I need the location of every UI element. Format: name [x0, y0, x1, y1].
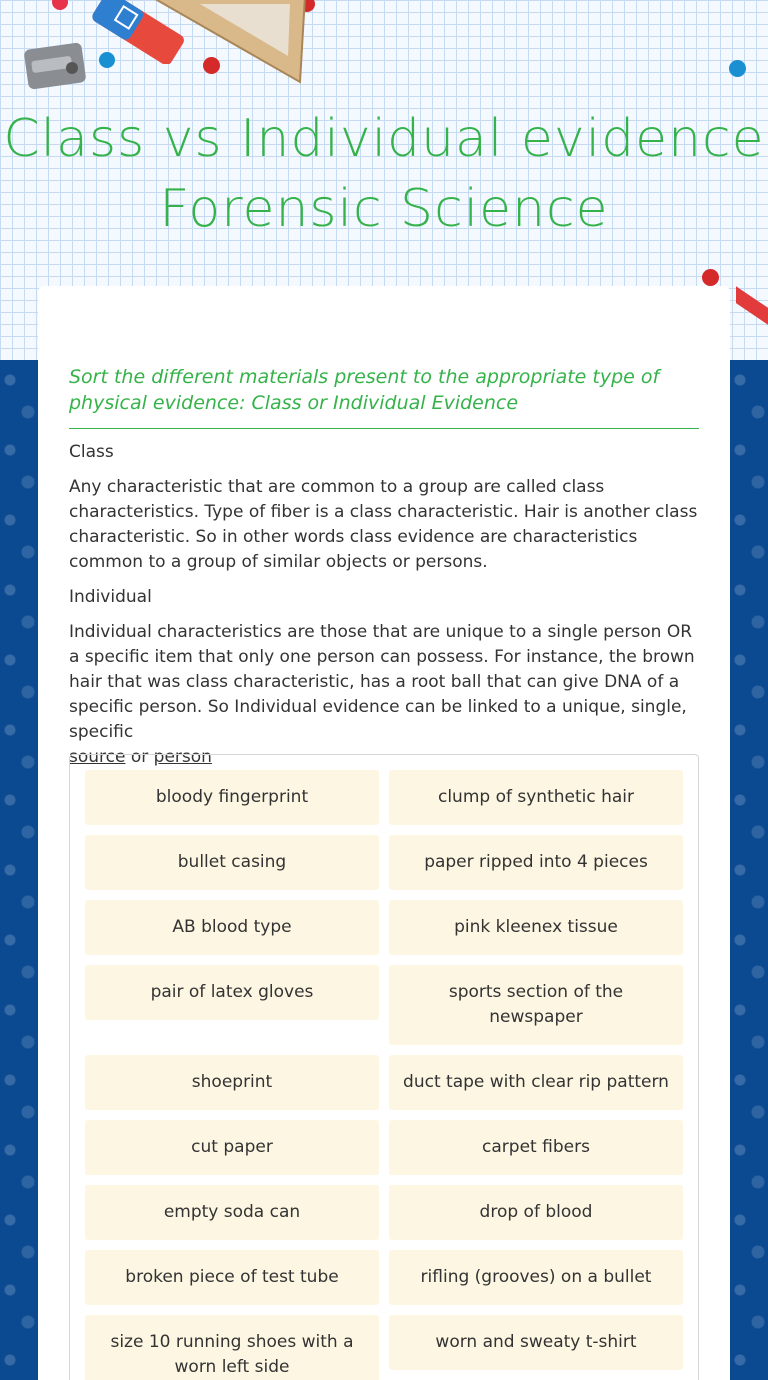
draggable-item[interactable]: size 10 running shoes with a worn left side — [85, 1315, 379, 1380]
draggable-item[interactable]: bullet casing — [85, 835, 379, 890]
pencil-icon — [736, 262, 768, 352]
draggable-item[interactable]: pair of latex gloves — [85, 965, 379, 1020]
right-pattern-border — [730, 360, 768, 1380]
title-line-1: Class vs Individual evidence — [3, 109, 765, 169]
class-description: Any characteristic that are common to a group are called class characteristics. Type of fiber is a class characteristic. Hair is another class characteristic. So in other words class evidence are characteristics common to a group of similar objects or persons. — [69, 477, 698, 572]
sorting-items-area — [69, 754, 699, 1380]
draggable-item[interactable]: worn and sweaty t-shirt — [389, 1315, 683, 1370]
draggable-item[interactable]: bloody fingerprint — [85, 770, 379, 825]
instructions-text: Sort the different materials present to the appropriate type of physical evidence: Class or Individual Evidence — [69, 364, 699, 429]
individual-description — [69, 620, 699, 770]
draggable-item[interactable]: AB blood type — [85, 900, 379, 955]
draggable-item[interactable]: cut paper — [85, 1120, 379, 1175]
draggable-item[interactable]: rifling (grooves) on a bullet — [389, 1250, 683, 1305]
sharpener-icon — [22, 38, 92, 94]
individual-text: Individual characteristics are those that are unique to a single person OR a specific item that only one person can possess. For instance, the brown hair that was class characteristic, has a root ball that can give DNA of a specific person. So Individual evidence can be linked to a unique, single, specific — [69, 622, 695, 742]
person-link[interactable]: person — [153, 747, 212, 767]
page-title — [0, 104, 768, 244]
class-heading: Class — [69, 442, 114, 462]
individual-heading: Individual — [69, 587, 152, 607]
title-line-2: Forensic Science — [159, 179, 609, 239]
draggable-item[interactable]: carpet fibers — [389, 1120, 683, 1175]
content-text — [69, 440, 699, 780]
draggable-item[interactable]: broken piece of test tube — [85, 1250, 379, 1305]
draggable-item[interactable]: sports section of the newspaper — [389, 965, 683, 1045]
draggable-item[interactable]: drop of blood — [389, 1185, 683, 1240]
draggable-item[interactable]: empty soda can — [85, 1185, 379, 1240]
source-link[interactable]: source — [69, 747, 126, 767]
red-dot-decoration — [702, 269, 719, 286]
draggable-item[interactable]: paper ripped into 4 pieces — [389, 835, 683, 890]
draggable-item[interactable]: shoeprint — [85, 1055, 379, 1110]
blue-dot-decoration — [729, 60, 746, 77]
left-pattern-border — [0, 360, 38, 1380]
worksheet-card — [38, 286, 730, 1380]
or-word: or — [130, 747, 149, 767]
draggable-item[interactable]: duct tape with clear rip pattern — [389, 1055, 683, 1110]
triangle-ruler-icon — [140, 0, 310, 86]
draggable-item[interactable]: clump of synthetic hair — [389, 770, 683, 825]
draggable-item[interactable]: pink kleenex tissue — [389, 900, 683, 955]
